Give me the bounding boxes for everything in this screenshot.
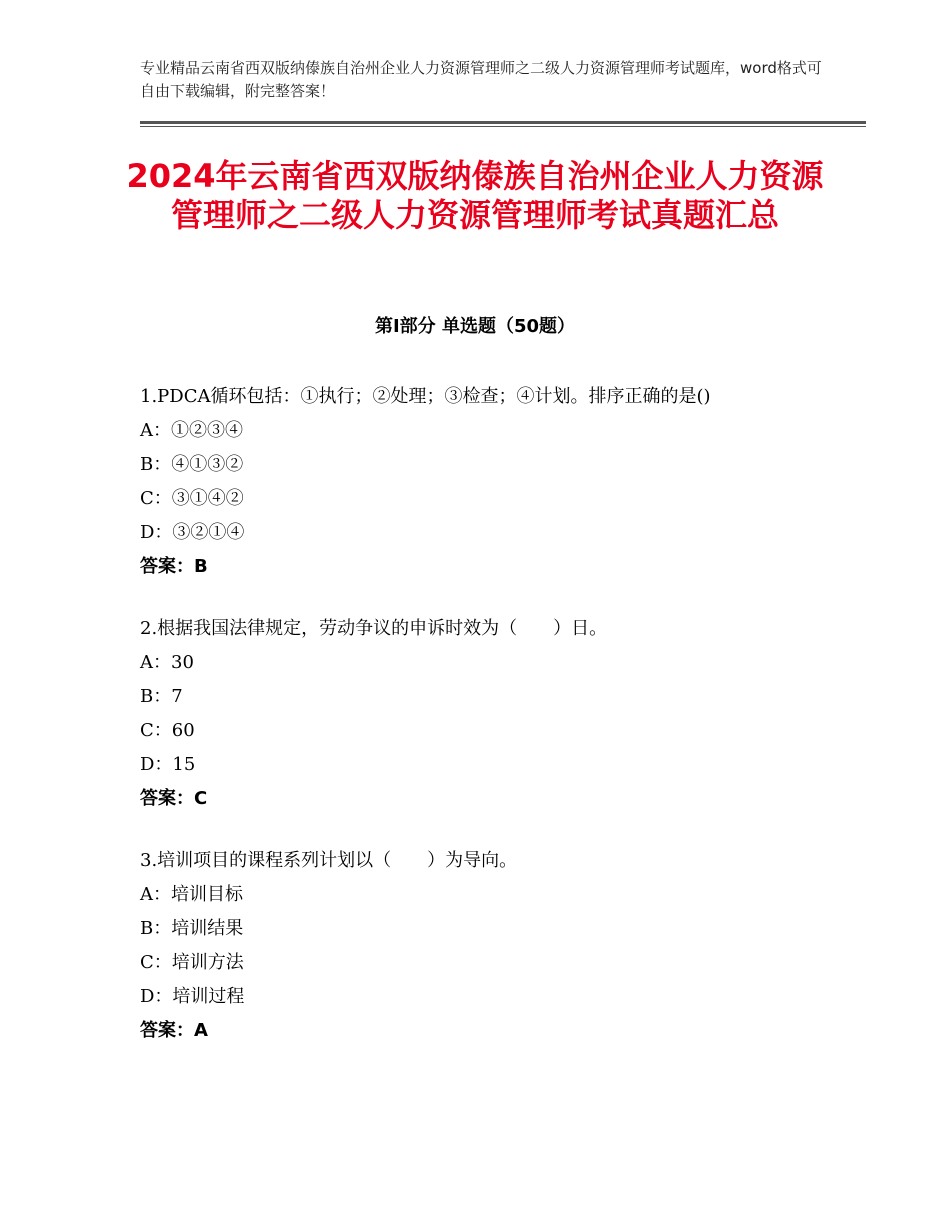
question-stem: 1.PDCA循环包括：①执行；②处理；③检查；④计划。排序正确的是() bbox=[140, 386, 711, 407]
question-item bbox=[140, 380, 830, 584]
option-b: B：培训结果 bbox=[140, 918, 244, 939]
option-d: D：培训过程 bbox=[140, 986, 245, 1007]
section-heading: 第Ⅰ部分 单选题（50题） bbox=[374, 316, 575, 337]
answer-line: 答案：B bbox=[140, 556, 208, 577]
option-c: C：培训方法 bbox=[140, 952, 244, 973]
option-a: A：30 bbox=[140, 652, 194, 673]
question-stem: 3.培训项目的课程系列计划以（ ）为导向。 bbox=[140, 850, 518, 871]
header-rule-thin bbox=[140, 126, 866, 127]
option-d: D：15 bbox=[140, 754, 196, 775]
option-a: A：培训目标 bbox=[140, 884, 243, 905]
option-d: D：③②①④ bbox=[140, 522, 245, 543]
option-b: B：7 bbox=[140, 686, 183, 707]
question-item bbox=[140, 844, 830, 1048]
option-b: B：④①③② bbox=[140, 454, 244, 475]
header-note: 专业精品云南省西双版纳傣族自治州企业人力资源管理师之二级人力资源管理师考试题库，word格式可自由下载编辑，附完整答案！ bbox=[140, 59, 822, 100]
header-rule-thick bbox=[140, 121, 866, 124]
question-stem: 2.根据我国法律规定，劳动争议的申诉时效为（ ）日。 bbox=[140, 618, 608, 639]
answer-line: 答案：A bbox=[140, 1020, 208, 1041]
option-c: C：③①④② bbox=[140, 488, 244, 509]
option-a: A：①②③④ bbox=[140, 420, 243, 441]
question-item bbox=[140, 612, 830, 816]
question-list bbox=[140, 380, 830, 1076]
document-title: 2024年云南省西双版纳傣族自治州企业人力资源管理师之二级人力资源管理师考试真题汇总 bbox=[126, 157, 824, 234]
answer-line: 答案：C bbox=[140, 788, 208, 809]
option-c: C：60 bbox=[140, 720, 195, 741]
